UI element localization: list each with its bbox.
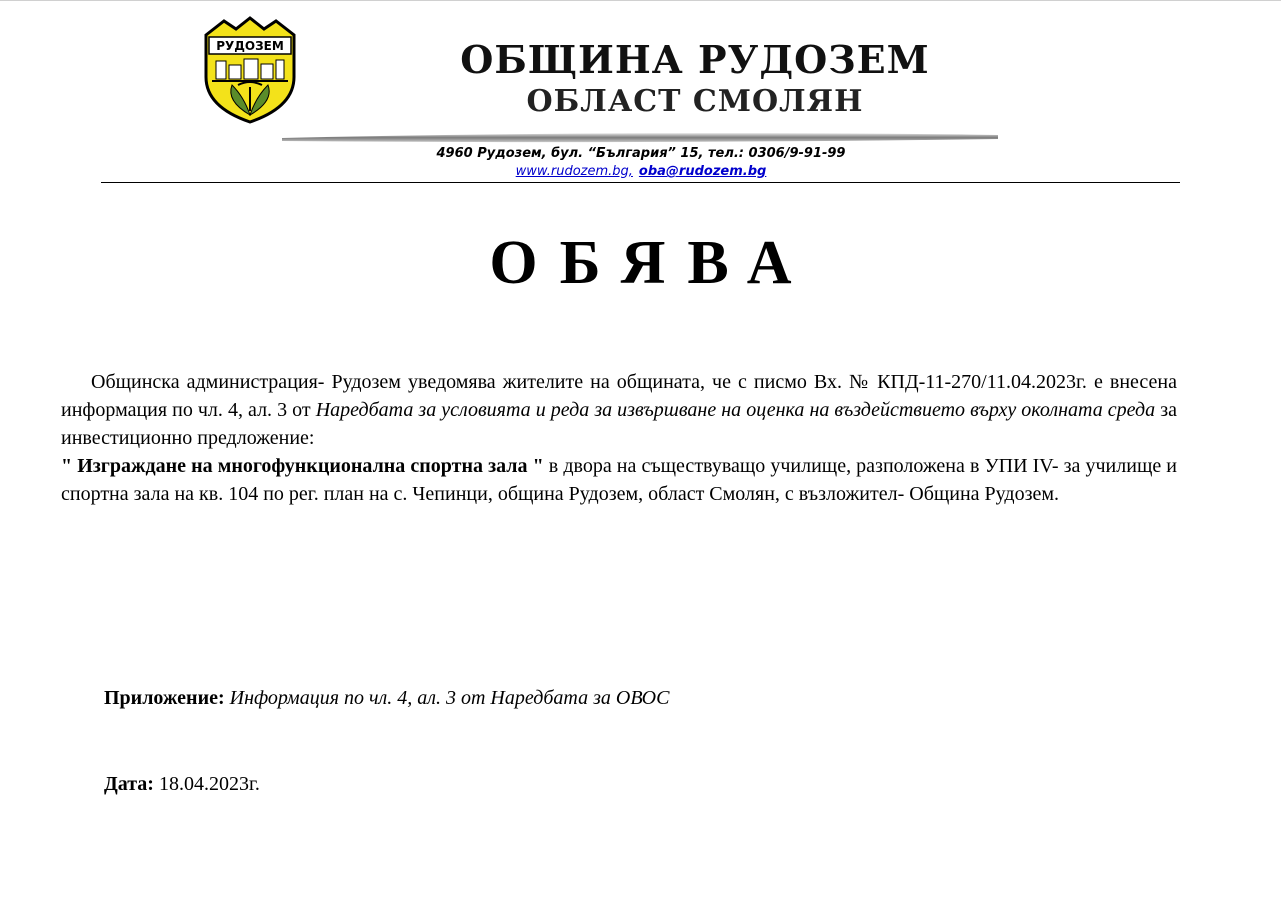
municipality-name: ОБЩИНА РУДОЗЕМ	[460, 37, 930, 82]
logo-text: РУДОЗЕМ	[216, 39, 284, 53]
paragraph-1-lead: Общинска администрация- Рудозем уведомява жителите на общината, че с писмо Вх. № КПД-11-270/11.04.2023г. е внесена информация по чл. 4, ал. 3 от	[61, 371, 1177, 421]
attachment-value: Информация по чл. 4, ал. 3 от Наредбата за ОВОС	[229, 687, 670, 709]
document-title: ОБЯВА	[489, 229, 814, 297]
header-divider-swoosh	[282, 130, 998, 144]
top-border	[0, 0, 1281, 1]
notice-paragraph-1	[61, 368, 1177, 452]
region-name: ОБЛАСТ СМОЛЯН	[526, 84, 864, 119]
attachment-label: Приложение:	[104, 687, 225, 709]
date-line	[104, 770, 260, 798]
notice-paragraph-2	[61, 452, 1177, 508]
regulation-reference: Наредбата за условията и реда за извършване на оценка на въздействието върху околната среда	[315, 399, 1156, 421]
date-value: 18.04.2023г.	[158, 773, 260, 795]
website-link[interactable]: www.rudozem.bg,	[515, 164, 633, 179]
attachment-line	[104, 684, 669, 712]
header-rule	[101, 182, 1180, 183]
project-name: " Изграждане на многофункционална спортна зала "	[61, 455, 544, 477]
municipality-crest-logo	[202, 15, 298, 125]
paragraph-1-tail: за инвестиционно предложение:	[61, 399, 1177, 449]
email-link[interactable]: oba@rudozem.bg	[638, 164, 767, 179]
notice-body	[61, 368, 1177, 508]
contact-links	[300, 163, 982, 180]
postal-address: 4960 Рудозем, бул. “България” 15, тел.: 0306/9-91-99	[436, 146, 846, 161]
date-label: Дата:	[104, 773, 154, 795]
project-description: в двора на съществуващо училище, разположена в УПИ IV- за училище и спортна зала на кв. 104 по рег. план на с. Чепинци, община Рудозем, област Смолян, с възложител- Община Рудозем.	[61, 455, 1178, 505]
